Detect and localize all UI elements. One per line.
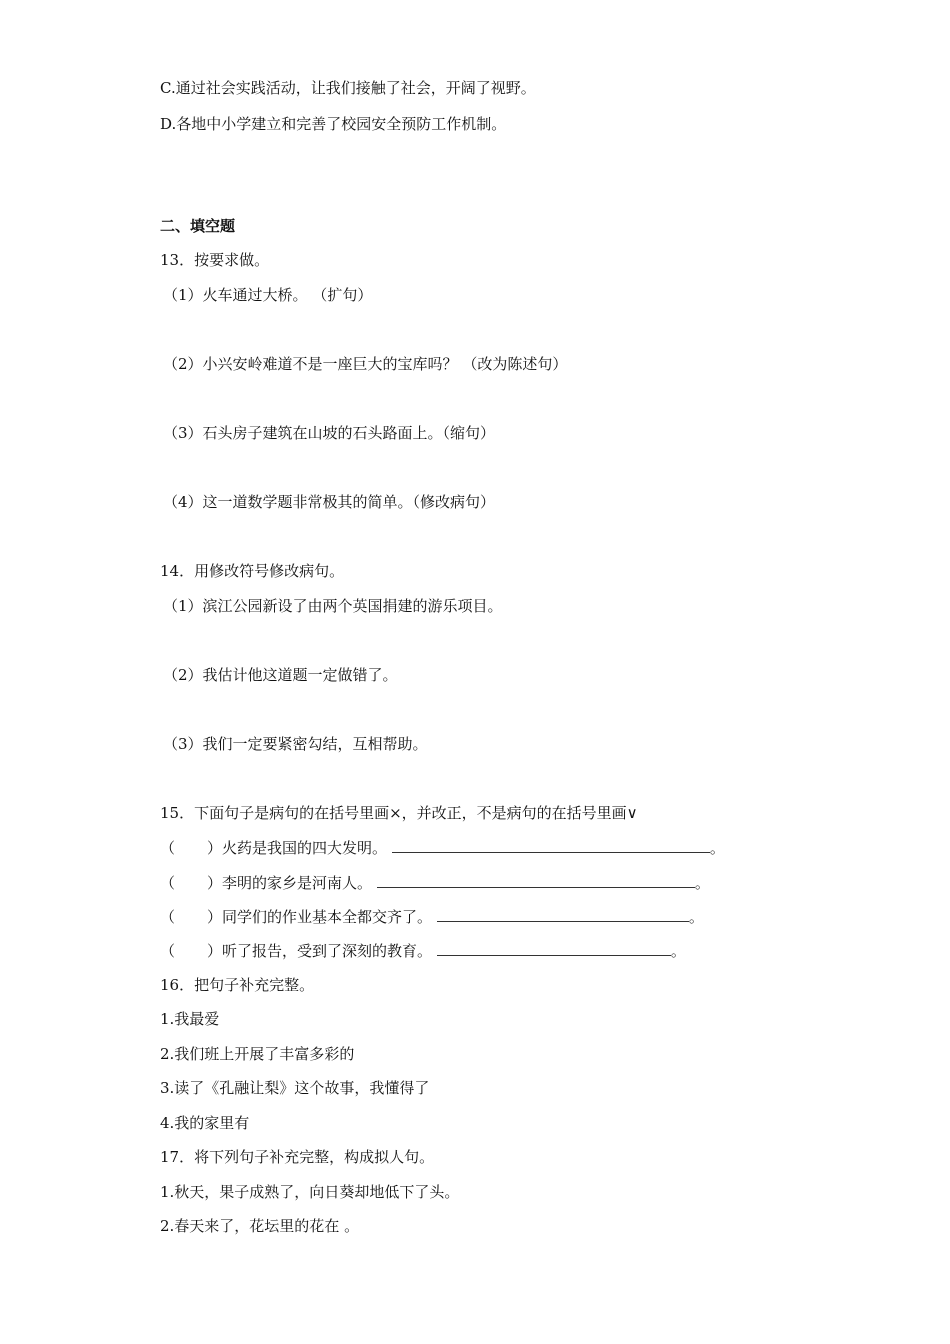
paren-open: （ [160,839,176,857]
question-16-item-2: 2.我们班上开展了丰富多彩的 [160,1045,355,1063]
correction-blank[interactable] [377,873,695,888]
period: 。 [694,874,710,892]
question-16-item-3: 3.读了《孔融让梨》这个故事，我懂得了 [160,1079,430,1097]
question-15-item-4 [160,941,686,961]
correction-blank[interactable] [437,941,671,956]
question-17-item-1: 1.秋天，果子成熟了，向日葵却地低下了头。 [160,1183,460,1201]
period: 。 [688,908,704,926]
period: 。 [709,839,725,857]
question-15-item-1 [160,838,725,858]
question-17-stem: 17．将下列句子补充完整，构成拟人句。 [160,1148,435,1166]
paren-open: （ [160,908,176,926]
paren-close: ） [207,874,223,892]
section-title-fill-in: 二、填空题 [160,217,236,235]
question-15-item-2 [160,873,710,893]
question-15-item-3 [160,907,704,927]
sentence-text: 听了报告，受到了深刻的教育。 [222,942,433,960]
correction-blank[interactable] [392,838,710,853]
period: 。 [670,942,686,960]
option-c: C.通过社会实践活动，让我们接触了社会，开阔了视野。 [160,79,536,97]
question-13-stem: 13．按要求做。 [160,251,270,269]
paren-close: ） [207,908,223,926]
question-13-item-2: （2）小兴安岭难道不是一座巨大的宝库吗？ （改为陈述句） [163,355,568,373]
question-16-stem: 16．把句子补充完整。 [160,976,315,994]
paren-open: （ [160,874,176,892]
sentence-text: 李明的家乡是河南人。 [222,874,373,892]
question-14-item-1: （1）滨江公园新设了由两个英国捐建的游乐项目。 [163,597,503,615]
paren-close: ） [207,839,223,857]
sentence-text: 火药是我国的四大发明。 [222,839,388,857]
paren-close: ） [207,942,223,960]
option-d: D.各地中小学建立和完善了校园安全预防工作机制。 [160,115,507,133]
question-14-item-3: （3）我们一定要紧密勾结，互相帮助。 [163,735,428,753]
sentence-text: 同学们的作业基本全都交齐了。 [222,908,433,926]
question-13-item-3: （3）石头房子建筑在山坡的石头路面上。（缩句） [163,424,496,442]
correction-blank[interactable] [437,907,689,922]
question-15-stem: 15．下面句子是病句的在括号里画×，并改正，不是病句的在括号里画∨ [160,804,638,822]
question-14-item-2: （2）我估计他这道题一定做错了。 [163,666,398,684]
question-14-stem: 14．用修改符号修改病句。 [160,562,345,580]
question-16-item-1: 1.我最爱 [160,1010,220,1028]
question-17-item-2: 2.春天来了，花坛里的花在 。 [160,1217,360,1235]
question-16-item-4: 4.我的家里有 [160,1114,250,1132]
question-13-item-4: （4）这一道数学题非常极其的简单。（修改病句） [163,493,496,511]
paren-open: （ [160,942,176,960]
question-13-item-1: （1）火车通过大桥。 （扩句） [163,286,373,304]
